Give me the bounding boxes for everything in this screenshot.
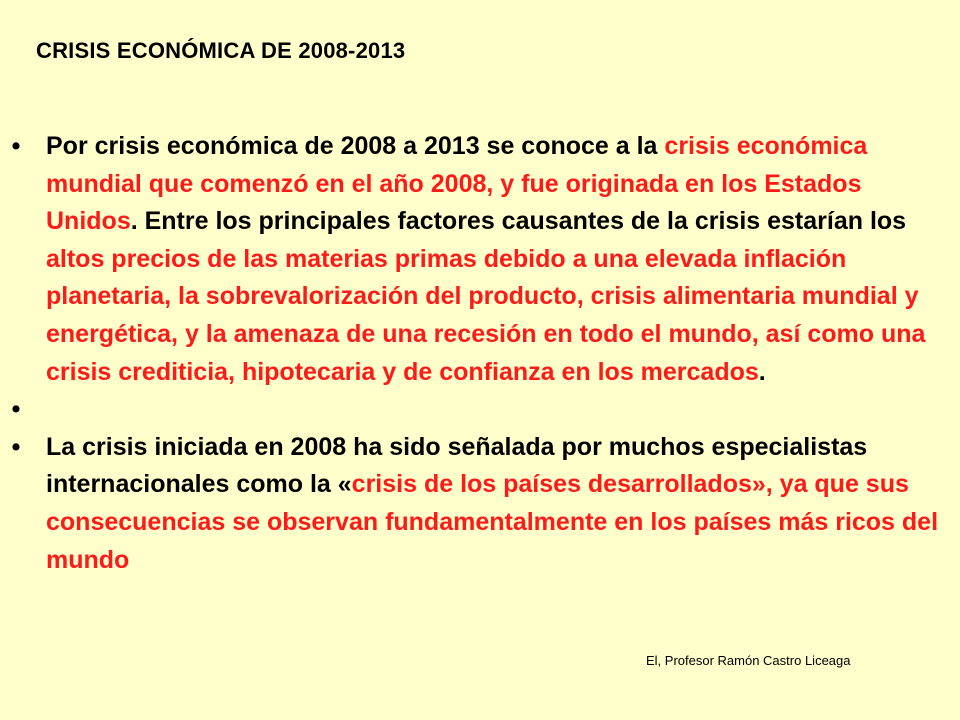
bullet-item-definition xyxy=(0,128,960,391)
bullet-item-empty xyxy=(0,391,960,429)
bullet-text: . Entre los principales factores causantes de la crisis estarían los xyxy=(130,207,907,236)
highlighted-text: crisis de los países desarrollados», ya que sus consecuencias se observan fundamentalmente en los países más ricos del mundo xyxy=(46,470,939,574)
author-footer: El, Profesor Ramón Castro Liceaga xyxy=(646,653,851,668)
bullet-marker: • xyxy=(11,395,21,424)
highlighted-text: crisis económica mundial que comenzó en el año 2008, y fue originada en los Estados Unidos xyxy=(46,132,868,236)
bullet-text: Por crisis económica de 2008 a 2013 se conoce a la xyxy=(46,132,665,160)
bullet-item-developed-countries xyxy=(0,429,960,579)
bullet-list xyxy=(0,128,960,579)
highlighted-text: altos precios de las materias primas debido a una elevada inflación planetaria, la sobrevalorización del producto, crisis alimentaria mundial y energética, y la amenaza de una recesión en todo el mundo, así como una crisis crediticia, hipotecaria y de confianza en los mercados xyxy=(46,244,926,386)
bullet-text: La crisis iniciada en 2008 ha sido señalada por muchos especialistas internacionales como la « xyxy=(46,432,868,499)
slide-title: CRISIS ECONÓMICA DE 2008-2013 xyxy=(36,38,406,63)
bullet-marker: • xyxy=(11,432,21,461)
bullet-text: . xyxy=(758,357,766,386)
bullet-marker: • xyxy=(11,132,21,160)
